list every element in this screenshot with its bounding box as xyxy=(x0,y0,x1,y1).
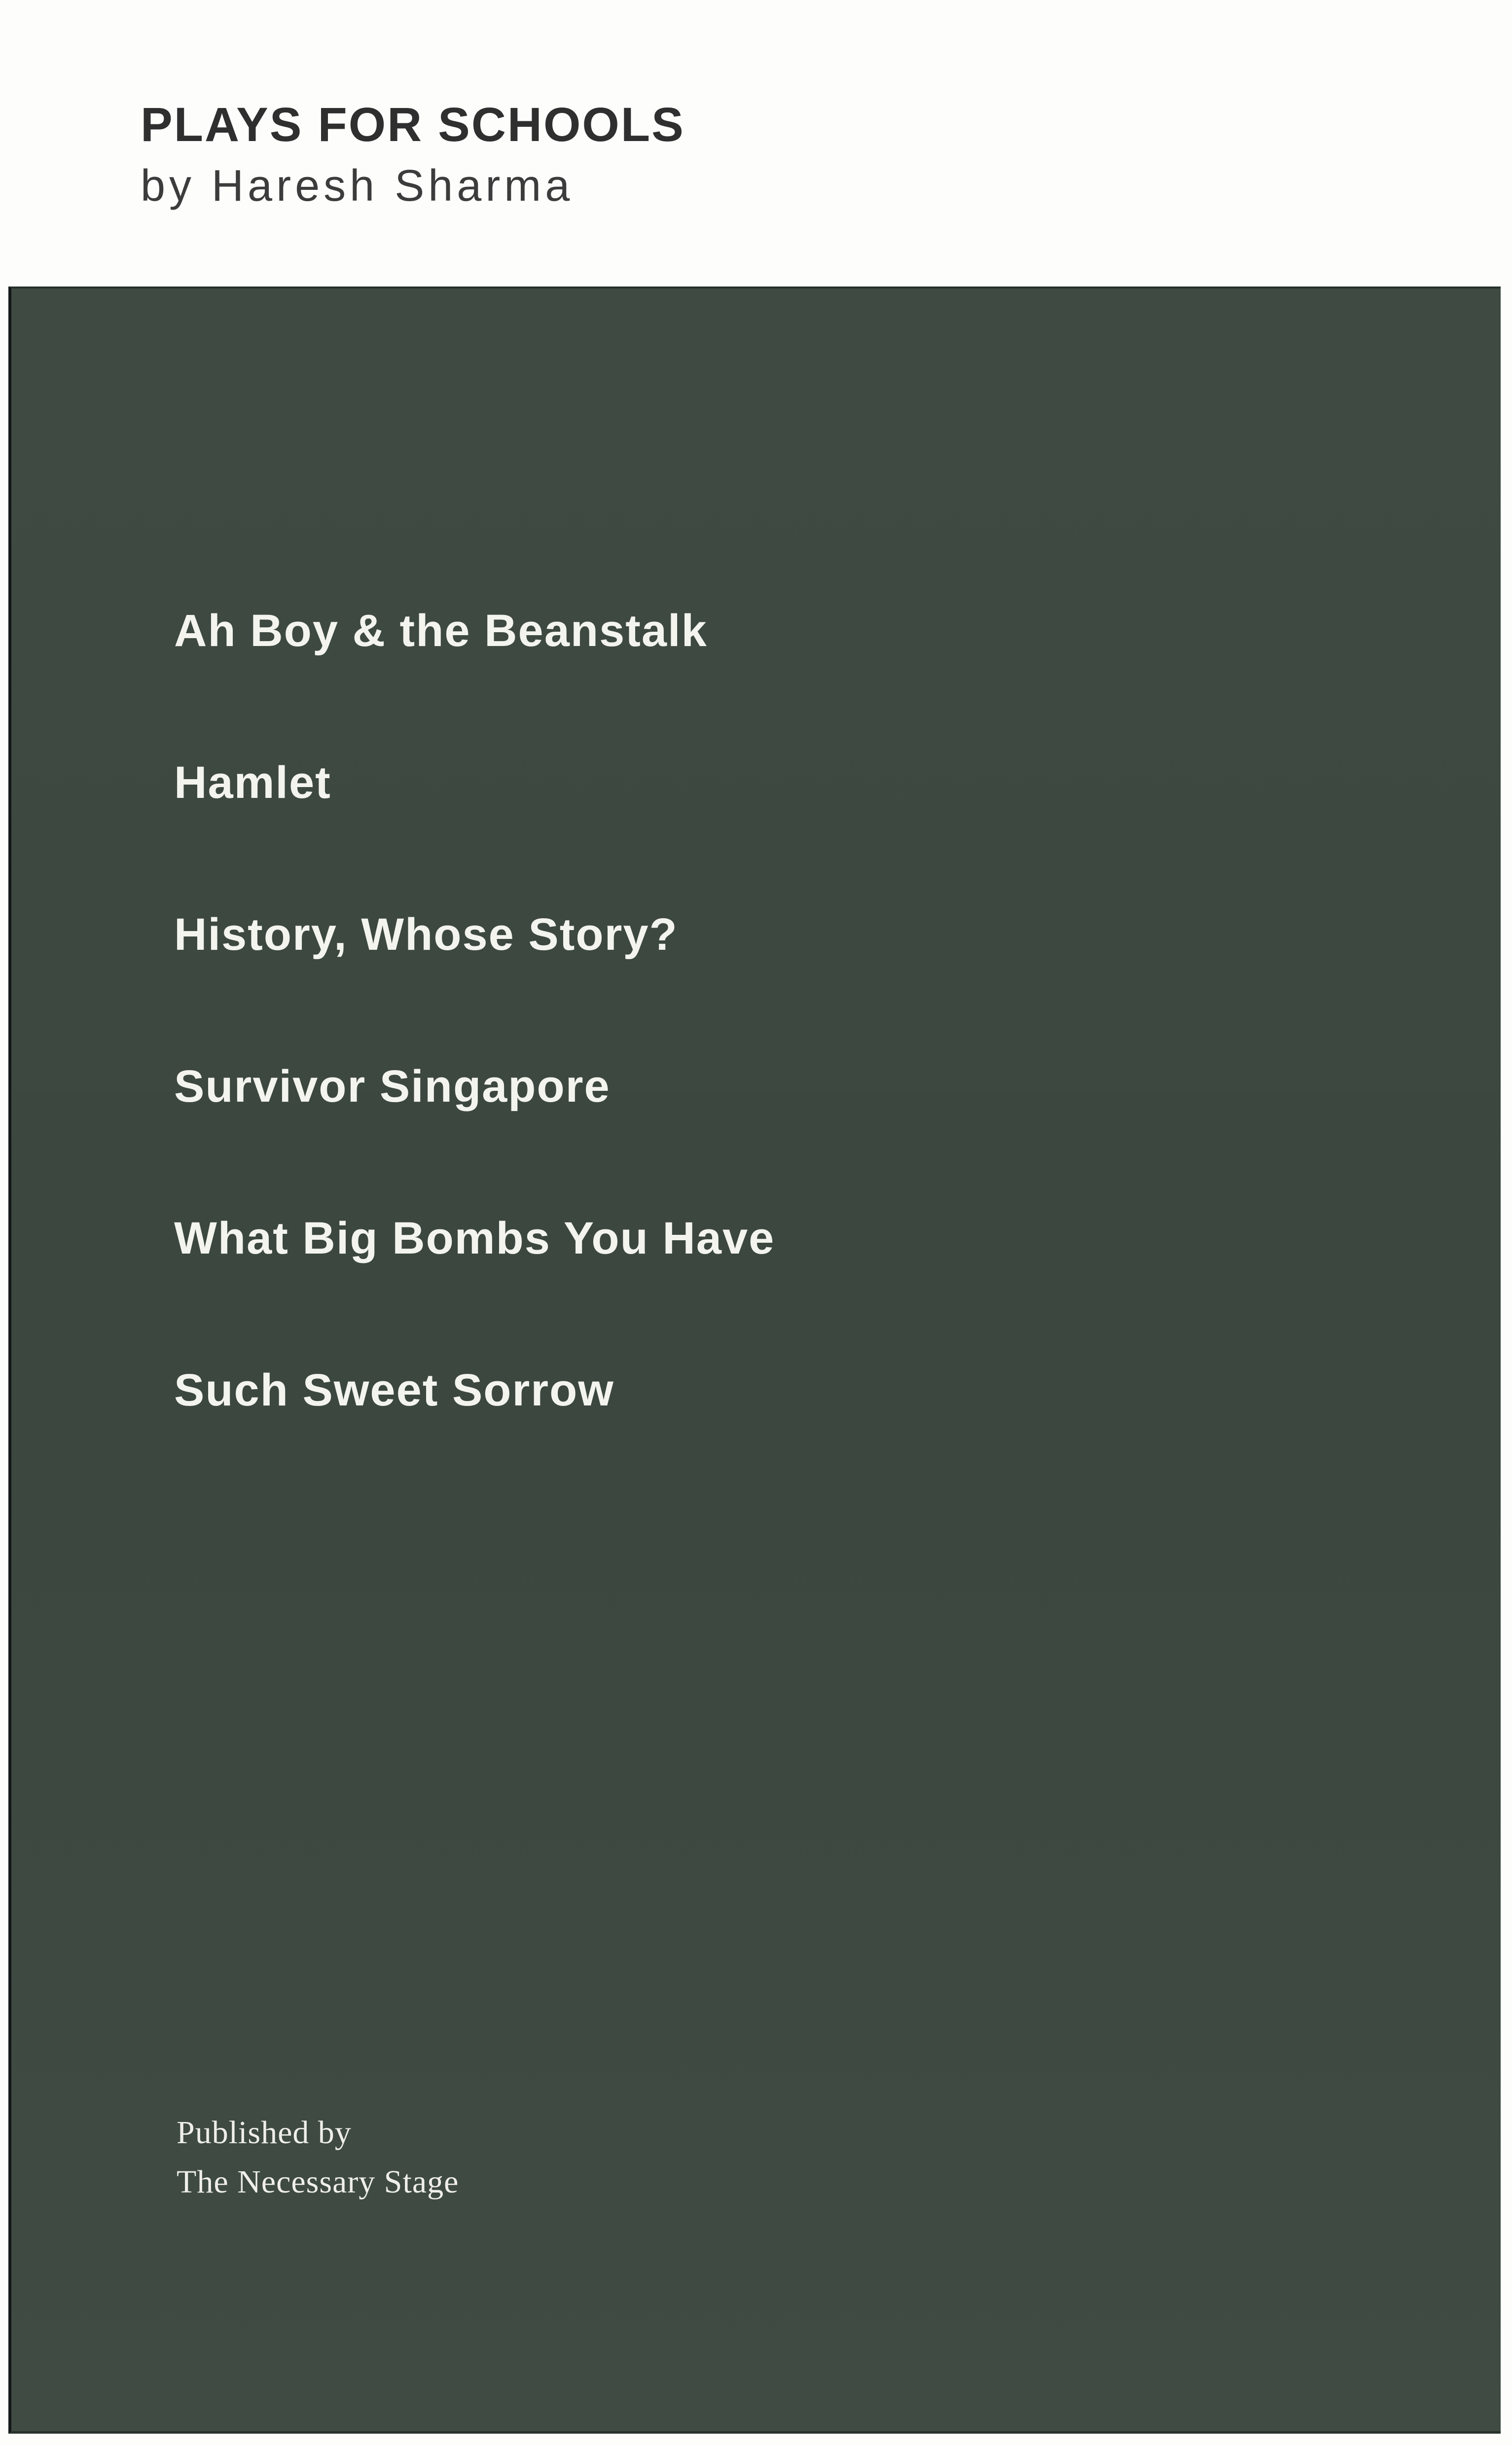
book-title: PLAYS FOR SCHOOLS xyxy=(141,98,685,151)
play-title-what-big-bombs: What Big Bombs You Have xyxy=(174,1213,775,1263)
play-title-history-whose-story: History, Whose Story? xyxy=(174,909,678,960)
play-title-survivor-singapore: Survivor Singapore xyxy=(174,1061,611,1112)
book-author-line: by Haresh Sharma xyxy=(141,161,574,211)
play-title-hamlet: Hamlet xyxy=(174,757,331,808)
play-title-ah-boy: Ah Boy & the Beanstalk xyxy=(174,606,708,656)
publisher-line-1: Published by xyxy=(177,2115,352,2151)
page-header xyxy=(141,97,685,213)
cover-panel xyxy=(8,287,1501,2434)
play-title-such-sweet-sorrow: Such Sweet Sorrow xyxy=(174,1365,614,1415)
publisher-line-2: The Necessary Stage xyxy=(177,2164,459,2200)
publisher-block xyxy=(177,2108,459,2207)
